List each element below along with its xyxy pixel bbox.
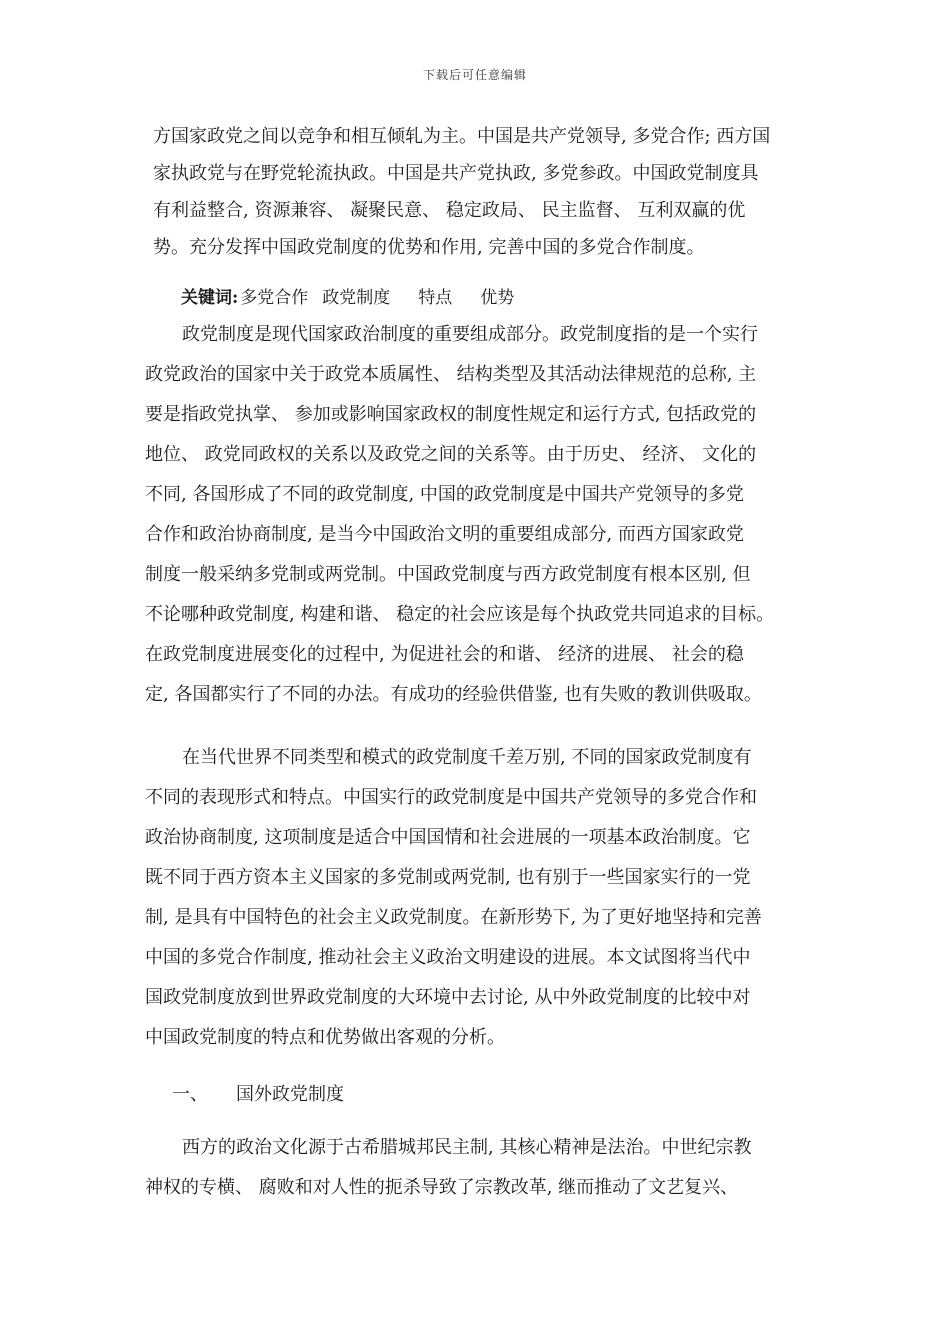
paragraph-line: 在政党制度进展变化的过程中, 为促进社会的和谐、 经济的进展、 社会的稳 (145, 644, 744, 665)
abstract-line: 有利益整合, 资源兼容、 凝聚民意、 稳定政局、 民主监督、 互利双赢的优 (153, 200, 746, 221)
keyword-item: 多党合作 (240, 288, 309, 308)
keywords-label: 关键词: (181, 288, 239, 308)
body-paragraph (145, 1128, 825, 1208)
paragraph-line: 中国政党制度的特点和优势做出客观的分析。 (145, 1027, 505, 1048)
paragraph-line: 要是指政党执掌、 参加或影响国家政权的制度性规定和运行方式, 包括政党的 (145, 404, 757, 425)
paragraph-line: 中国的多党合作制度, 推动社会主义政治文明建设的进展。本文试图将当代中 (145, 947, 751, 968)
paragraph-line: 合作和政治协商制度, 是当今中国政治文明的重要组成部分, 而西方国家政党 (145, 524, 744, 545)
page-header: 下载后可任意编辑 (422, 68, 527, 82)
paragraph-line: 定, 各国都实行了不同的办法。有成功的经验供借鉴, 也有失败的教训供吸取。 (145, 684, 762, 705)
paragraph-line: 政党制度是现代国家政治制度的重要组成部分。政党制度指的是一个实行 (182, 324, 758, 345)
keyword-item: 优势 (480, 288, 515, 308)
paragraph-line: 国政党制度放到世界政党制度的大环境中去讨论, 从中外政党制度的比较中对 (145, 987, 751, 1008)
paragraph-line: 不同, 各国形成了不同的政党制度, 中国的政党制度是中国共产党领导的多党 (145, 484, 744, 505)
paragraph-line: 政党政治的国家中关于政党本质属性、 结构类型及其活动法律规范的总称, 主 (145, 364, 757, 385)
section-number: 一、 (172, 1084, 208, 1105)
paragraph-line: 不论哪种政党制度, 构建和谐、 稳定的社会应该是每个执政党共同追求的目标。 (145, 604, 775, 625)
abstract-line: 方国家政党之间以竞争和相互倾轧为主。中国是共产党领导, 多党合作; 西方国 (153, 126, 771, 147)
abstract-block (153, 118, 813, 266)
paragraph-line: 政治协商制度, 这项制度是适合中国国情和社会进展的一项基本政治制度。它 (145, 827, 751, 848)
abstract-line: 势。充分发挥中国政党制度的优势和作用, 完善中国的多党合作制度。 (153, 237, 705, 258)
paragraph-line: 西方的政治文化源于古希腊城邦民主制, 其核心精神是法治。中世纪宗教 (182, 1137, 752, 1158)
body-paragraph (145, 738, 825, 1058)
paragraph-line: 在当代世界不同类型和模式的政党制度千差万别, 不同的国家政党制度有 (182, 747, 752, 768)
keywords-line (181, 283, 514, 308)
paragraph-line: 神权的专横、 腐败和对人性的扼杀导致了宗教改革, 继而推动了文艺复兴、 (145, 1177, 739, 1198)
section-title: 国外政党制度 (236, 1084, 344, 1105)
paragraph-line: 制, 是具有中国特色的社会主义政党制度。在新形势下, 为了更好地坚持和完善 (145, 907, 762, 928)
keyword-item: 特点 (418, 288, 453, 308)
paragraph-line: 制度一般采纳多党制或两党制。中国政党制度与西方政党制度有根本区别, 但 (145, 564, 751, 585)
body-paragraph (145, 315, 825, 715)
paragraph-line: 不同的表现形式和特点。中国实行的政党制度是中国共产党领导的多党合作和 (145, 787, 757, 808)
paragraph-line: 既不同于西方资本主义国家的多党制或两党制, 也有别于一些国家实行的一党 (145, 867, 751, 888)
abstract-line: 家执政党与在野党轮流执政。中国是共产党执政, 多党参政。中国政党制度具 (153, 163, 759, 184)
section-heading (172, 1080, 344, 1106)
paragraph-line: 地位、 政党同政权的关系以及政党之间的关系等。由于历史、 经济、 文化的 (145, 444, 757, 465)
keyword-item: 政党制度 (322, 288, 391, 308)
